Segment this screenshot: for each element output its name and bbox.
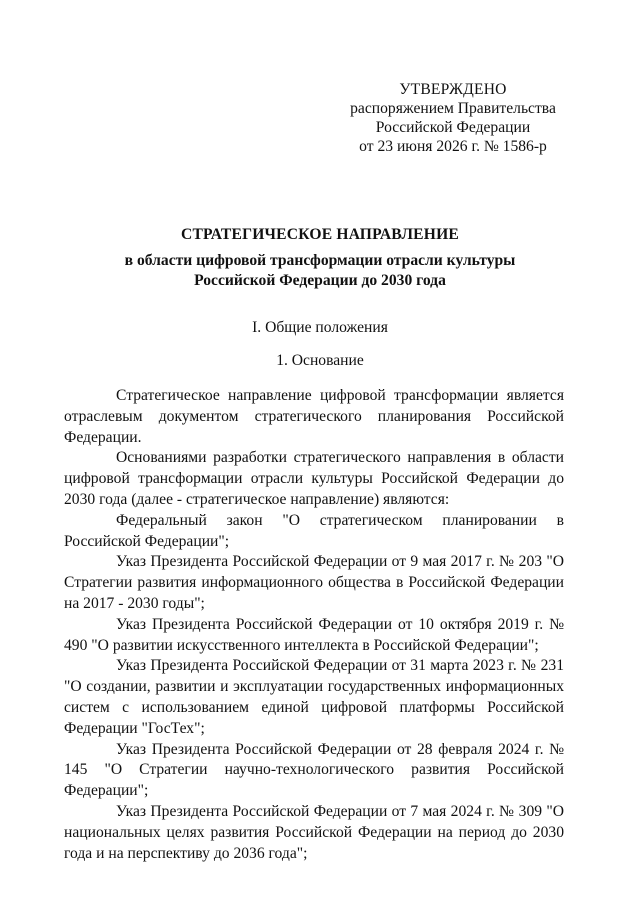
paragraph-5: Указ Президента Российской Федерации от 10 октября 2019 г. № 490 "О развитии искусственного интеллекта в Российской Федерации"; <box>64 615 564 654</box>
document-title-block <box>60 225 580 291</box>
approval-stamp <box>348 80 558 156</box>
paragraph-2: Основаниями разработки стратегического направления в области цифровой трансформации отрасли культуры Российской Федерации до 2030 года (далее - стратегическое направление) являются: <box>64 449 564 508</box>
paragraph-8: Указ Президента Российской Федерации от 7 мая 2024 г. № 309 "О национальных целях развития Российской Федерации на период до 2030 года и на перспективу до 2036 года"; <box>64 802 564 862</box>
paragraph-7: Указ Президента Российской Федерации от 28 февраля 2024 г. № 145 "О Стратегии научно-технологического развития Российской Федерации"; <box>64 740 564 800</box>
approval-title: УТВЕРЖДЕНО <box>399 81 507 98</box>
section-heading: I. Общие положения <box>252 319 388 336</box>
subsection-heading: 1. Основание <box>276 352 364 369</box>
paragraph-1: Стратегическое направление цифровой трансформации является отраслевым документом стратегического планирования Российской Федерации. <box>64 387 564 446</box>
paragraph-3: Федеральный закон "О стратегическом планировании в Российской Федерации"; <box>64 511 564 550</box>
approval-country: Российской Федерации <box>375 119 531 136</box>
document-title: СТРАТЕГИЧЕСКОЕ НАПРАВЛЕНИЕ <box>181 226 459 243</box>
document-subtitle-line-2: Российской Федерации до 2030 года <box>194 272 446 289</box>
paragraph-6: Указ Президента Российской Федерации от 31 марта 2023 г. № 231 "О создании, развитии и эксплуатации государственных информационных систем с использованием единой цифровой платформы Российской Федерации "ГосТех"; <box>64 657 564 737</box>
approval-date-number: от 23 июня 2026 г. № 1586-р <box>359 138 547 155</box>
document-body <box>64 386 564 864</box>
paragraph-4: Указ Президента Российской Федерации от 9 мая 2017 г. № 203 "О Стратегии развития информационного общества в Российской Федерации на 2017 - 2030 годы"; <box>64 553 564 612</box>
approval-authority: распоряжением Правительства <box>350 100 556 117</box>
document-subtitle-line-1: в области цифровой трансформации отрасли культуры <box>124 252 516 269</box>
